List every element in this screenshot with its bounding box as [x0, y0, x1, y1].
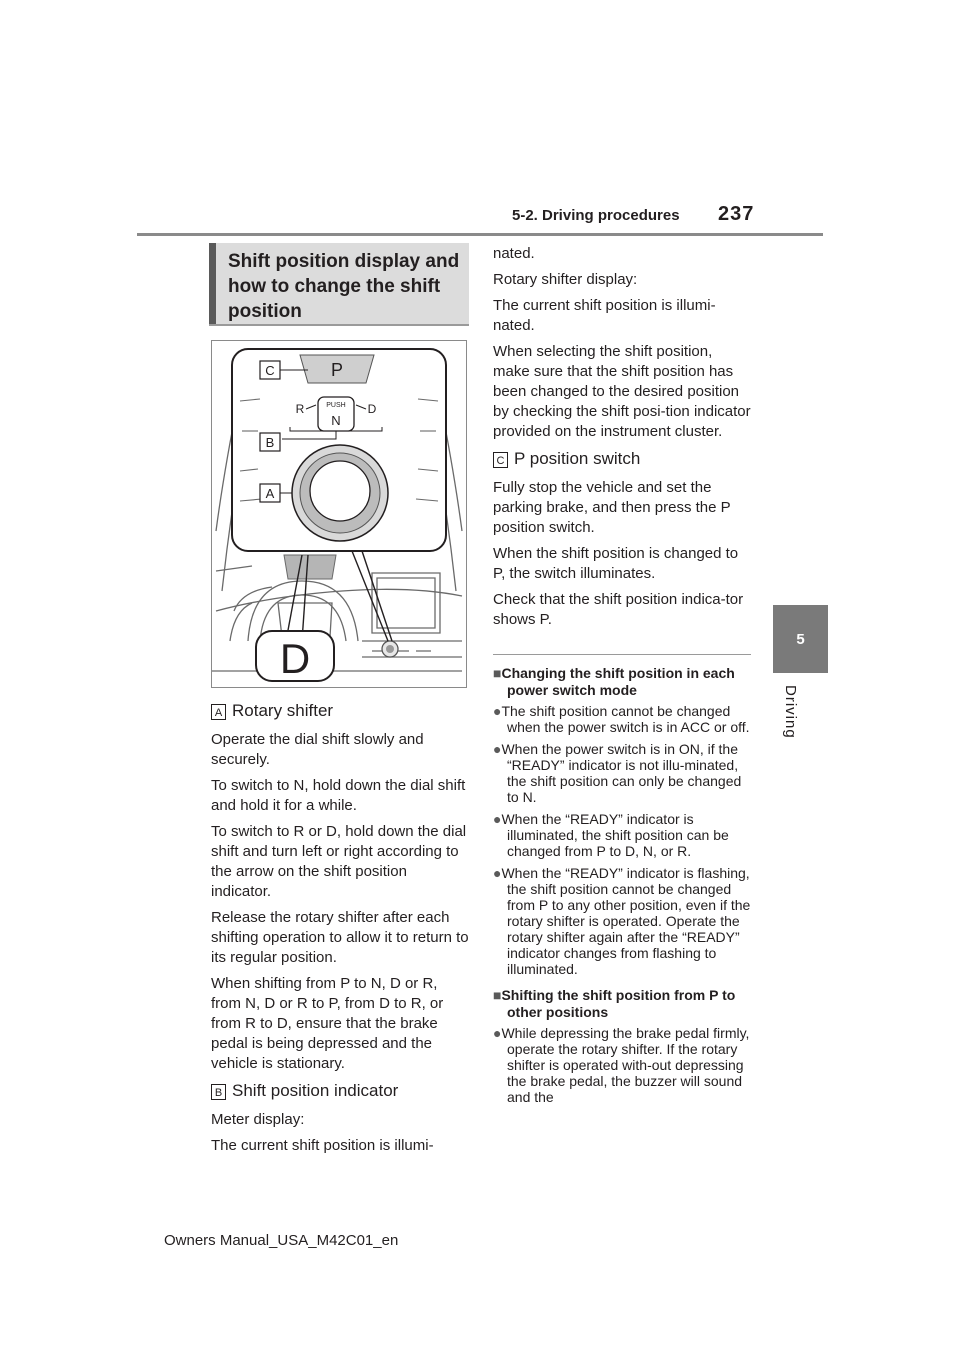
- header-rule: [137, 233, 823, 236]
- paragraph: Operate the dial shift slowly and securely.: [211, 731, 424, 768]
- list-item-text: The shift position cannot be changed when the power switch is in ACC or off.: [501, 703, 750, 735]
- subheading-text: Shifting the shift position from P to other positions: [501, 987, 736, 1020]
- list-item: [493, 703, 751, 735]
- left-column: [211, 696, 469, 1162]
- paragraph: nated.: [493, 245, 535, 262]
- shifter-illustration: [211, 340, 467, 688]
- paragraph: The current shift position is illumi-nated.: [493, 297, 716, 334]
- item-c-heading: [493, 448, 751, 470]
- paragraph: Fully stop the vehicle and set the parking brake, and then press the P position switch.: [493, 479, 731, 536]
- display-p-letter: P: [330, 360, 344, 380]
- list-item: [493, 811, 751, 859]
- dot-bullet-icon: ●: [493, 741, 502, 757]
- section-heading-line: Shift position display and: [228, 251, 460, 272]
- paragraph: Check that the shift position indica-tor shows P.: [493, 591, 744, 628]
- item-a-title: Rotary shifter: [232, 701, 334, 720]
- paragraph: When selecting the shift position, make sure that the shift position has been changed to the desired position by checking the shift posi-tion indicator provided on the instrument cluster.: [493, 343, 751, 440]
- callout-a: A: [265, 486, 275, 501]
- subheading-power-modes: [493, 665, 751, 699]
- subheading-text: Changing the shift position in each power switch mode: [501, 665, 735, 698]
- square-bullet-icon: ■: [493, 665, 502, 681]
- paragraph: When shifting from P to N, D or R, from N, D or R to P, from D to R, or from R to D, ensure that the brake pedal is being depressed and the vehicle is stationary.: [211, 975, 444, 1072]
- running-header: 5-2. Driving procedures: [512, 207, 680, 224]
- paragraph: Release the rotary shifter after each shifting operation to allow it to return to its regular position.: [211, 909, 469, 966]
- chapter-label: Driving: [782, 685, 799, 739]
- indicator-d: D: [367, 402, 377, 416]
- paragraph: When the shift position is changed to P, the switch illuminates.: [493, 545, 739, 582]
- item-c-title: P position switch: [514, 449, 641, 468]
- callout-d: D: [279, 635, 311, 682]
- indicator-r: R: [295, 402, 305, 416]
- dot-bullet-icon: ●: [493, 703, 502, 719]
- list-item: [493, 865, 751, 977]
- shifter-drawing: [212, 341, 466, 687]
- column-divider: [493, 654, 751, 655]
- chapter-tab: 5: [773, 605, 828, 673]
- key-b-icon: B: [211, 1084, 226, 1100]
- indicator-n: N: [331, 413, 341, 428]
- section-heading-line: position: [228, 301, 302, 322]
- paragraph: Rotary shifter display:: [493, 271, 638, 288]
- paragraph: The current shift position is illumi-: [211, 1137, 434, 1154]
- item-a-heading: [211, 700, 469, 722]
- key-a-icon: A: [211, 704, 226, 720]
- footer-manual-id: Owners Manual_USA_M42C01_en: [164, 1232, 399, 1249]
- callout-b: B: [265, 435, 275, 450]
- list-item-text: When the power switch is in ON, if the “READY” indicator is not illu-minated, the shift position can only be changed to N.: [501, 741, 742, 805]
- subheading-shifting-from-p: [493, 987, 751, 1021]
- section-heading: [209, 243, 469, 326]
- section-heading-line: how to change the shift: [228, 276, 441, 297]
- list-item-text: When the “READY” indicator is illuminated, the shift position can be changed from P to D, N, or R.: [501, 811, 729, 859]
- push-label: PUSH: [326, 402, 346, 409]
- square-bullet-icon: ■: [493, 987, 502, 1003]
- paragraph: To switch to R or D, hold down the dial shift and turn left or right according to the arrow on the shift position indicator.: [211, 823, 467, 900]
- dot-bullet-icon: ●: [493, 811, 502, 827]
- paragraph: Meter display:: [211, 1111, 305, 1128]
- item-b-heading: [211, 1080, 469, 1102]
- dot-bullet-icon: ●: [493, 1025, 502, 1041]
- list-item: [493, 741, 751, 805]
- page-number: 237: [718, 203, 755, 225]
- dot-bullet-icon: ●: [493, 865, 502, 881]
- paragraph: To switch to N, hold down the dial shift and hold it for a while.: [211, 777, 466, 814]
- key-c-icon: C: [493, 452, 508, 468]
- callout-c: C: [265, 363, 275, 378]
- list-item-text: While depressing the brake pedal firmly, operate the rotary shifter. If the rotary shifter is operated with-out depressing the brake pedal, the buzzer will sound and the: [501, 1025, 750, 1105]
- list-item-text: When the “READY” indicator is flashing, the shift position cannot be changed from P to any other position, even if the rotary shifter is operated. Operate the rotary shifter again after the “READY” indicator changes from flashing to illuminated.: [501, 865, 751, 977]
- item-b-title: Shift position indicator: [232, 1081, 399, 1100]
- right-column: [493, 244, 751, 1111]
- list-item: [493, 1025, 751, 1105]
- section-underline: [209, 324, 469, 326]
